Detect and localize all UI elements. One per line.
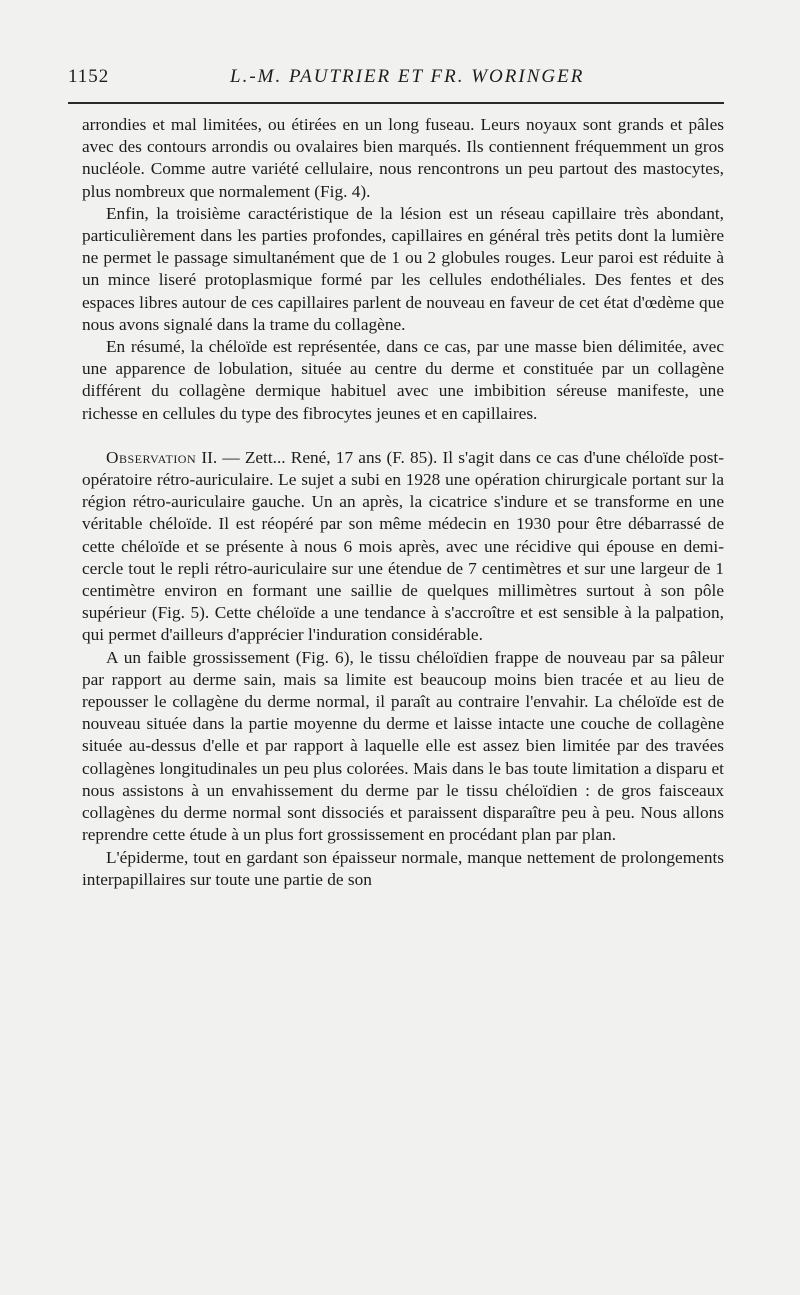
paragraph-summary: En résumé, la chéloïde est représentée, dans ce cas, par une masse bien délimitée, avec une apparence de lobulation, située au centre du derme et constituée par un collagène différent du collagène dermique habituel avec une imbibition séreuse manifeste, une richesse en cellules du type des fibrocytes jeunes et en capillaires. <box>82 337 724 423</box>
body-text <box>82 114 724 891</box>
page-header <box>68 66 724 96</box>
observation-label: Observation <box>106 447 197 467</box>
paragraph-observation <box>82 447 724 647</box>
page-number: 1152 <box>68 66 110 87</box>
paragraph-capillaries: Enfin, la troisième caractéristique de la lésion est un réseau capillaire très abondant, particulièrement dans les parties profondes, capillaires en général très petits dont la lumière ne permet le passage simultanément que de 1 ou 2 globules rouges. Leur paroi est réduite à un mince liseré protoplasmique formé par les cellules endothéliales. Des fentes et des espaces libres autour de ces capillaires parlent de nouveau en faveur de cet état d'œdème que nous avons signalé dans la trame du collagène. <box>82 203 724 334</box>
paragraph-continuation: arrondies et mal limitées, ou étirées en un long fuseau. Leurs noyaux sont grands et pâles avec des contours arrondis ou ovalaires bien marqués. Ils contiennent fréquemment un gros nucléole. Comme autre variété cellulaire, nous rencontrons un peu partout des mastocytes, plus nombreux que normalement (Fig. 4). <box>82 115 724 201</box>
header-rule <box>68 102 724 104</box>
paragraph-magnification: A un faible grossissement (Fig. 6), le tissu chéloïdien frappe de nouveau par sa pâleur par rapport au derme sain, mais sa limite est beaucoup moins bien tracée et au lieu de repousser le collagène du derme normal, il paraît au contraire l'envahir. La chéloïde est de nouveau située dans la partie moyenne du derme et laisse intacte une couche de collagène située au-dessus d'elle et par rapport à laquelle elle est assez bien limitée par des travées collagènes longitudinales un peu plus colorées. Mais dans le bas toute limitation a disparu et nous assistons à un envahissement du derme par le tissu chéloïdien : de gros faisceaux collagènes du derme normal sont dissociés et paraissent disparaître peu à peu. Nous allons reprendre cette étude à un plus fort grossissement en procédant plan par plan. <box>82 647 724 845</box>
running-title: L.-M. PAUTRIER ET FR. WORINGER <box>230 66 585 87</box>
observation-text: II. — Zett... René, 17 ans (F. 85). Il s'agit dans ce cas d'une chéloïde post-opératoire rétro-auriculaire. Le sujet a subi en 1928 une opération chirurgicale portant sur la région rétro-auriculaire gauche. Un an après, la cicatrice s'indure et se transforme en une véritable chéloïde. Il est réopéré par son même médecin en 1930 pour être débarrassé de cette chéloïde et se présente à nous 6 mois après, avec une récidive qui épouse en demi-cercle tout le repli rétro-auriculaire sur une étendue de 7 centimètres et sur une largeur de 1 centimètre environ en formant une saillie de quelques millimètres surtout à son pôle supérieur (Fig. 5). Cette chéloïde a une tendance à s'accroître et est sensible à la palpation, qui permet d'ailleurs d'apprécier l'induration considérable. <box>82 447 724 645</box>
paragraph-epidermis: L'épiderme, tout en gardant son épaisseur normale, manque nettement de prolongements interpapillaires sur toute une partie de son <box>82 847 724 889</box>
